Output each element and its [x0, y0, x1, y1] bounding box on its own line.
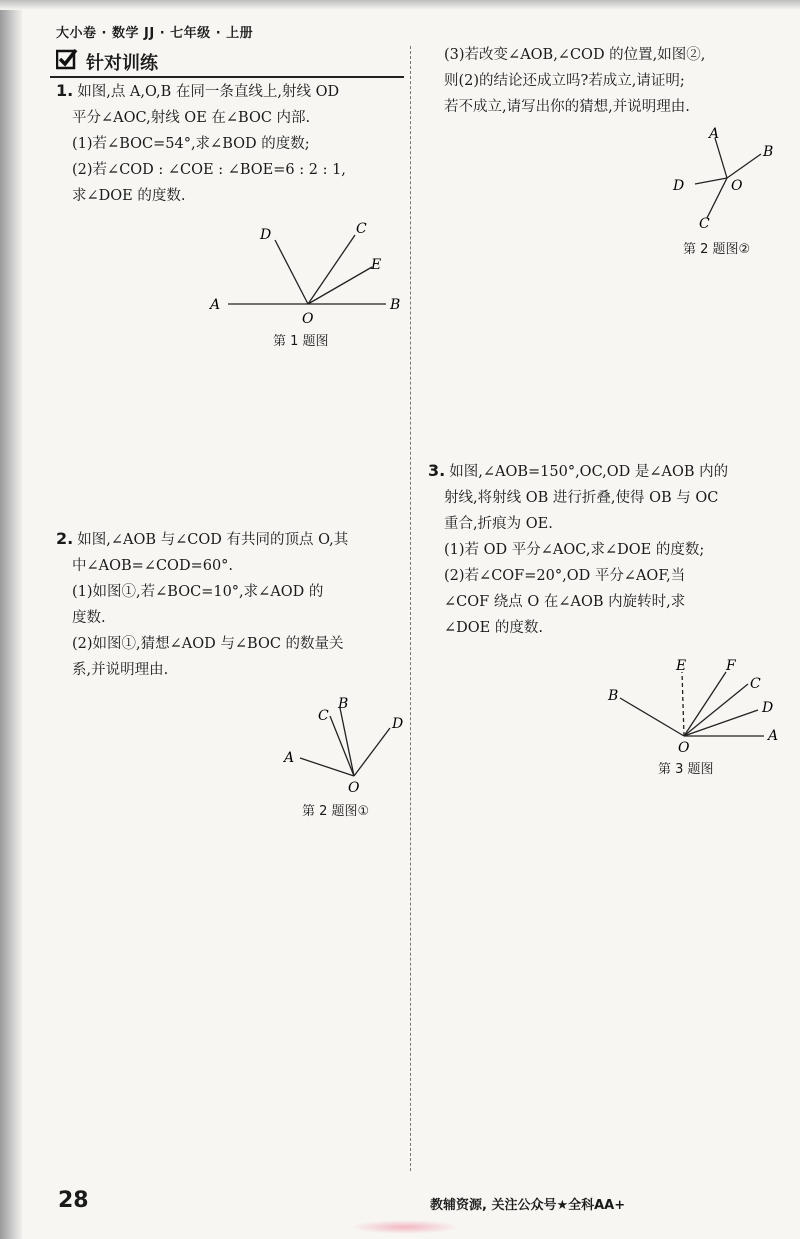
problem-text: (1)如图①,若∠BOC=10°,求∠AOD 的	[72, 584, 324, 600]
ray-OC	[707, 178, 727, 218]
label-O: O	[678, 740, 690, 756]
figure-2-2-caption: 第 2 题图②	[683, 242, 751, 257]
label-E: E	[676, 658, 687, 674]
ray-OD	[354, 728, 390, 776]
pink-smudge	[350, 1220, 460, 1234]
label-B: B	[763, 144, 774, 160]
checkbox-icon	[56, 48, 78, 70]
problem-number: 3.	[428, 461, 446, 480]
ray-OD	[695, 178, 727, 184]
figure-2-1	[280, 690, 410, 800]
label-B: B	[390, 297, 401, 313]
problem-text: 射线,将射线 OB 进行折叠,使得 OB 与 OC	[444, 490, 719, 506]
ray-OC	[684, 684, 748, 736]
label-C: C	[750, 676, 761, 692]
problem-text: (2)若∠COF=20°,OD 平分∠AOF,当	[444, 568, 686, 584]
figure-1-caption: 第 1 题图	[273, 334, 329, 349]
label-A: A	[284, 750, 295, 766]
problem-text: 系,并说明理由.	[72, 662, 169, 678]
ray-OC	[308, 235, 355, 304]
problem-text: (1)若∠BOC=54°,求∠BOD 的度数;	[72, 136, 310, 152]
ray-OF	[684, 672, 726, 736]
problem-text: 如图,∠AOB=150°,OC,OD 是∠AOB 内的	[449, 464, 729, 480]
ray-OE	[308, 267, 372, 304]
label-F: F	[726, 658, 736, 674]
ray-OE	[682, 672, 684, 736]
problem-text: 重合,折痕为 OE.	[444, 516, 553, 532]
problem-2	[56, 526, 406, 683]
ray-OA	[300, 758, 354, 776]
problem-text: ∠DOE 的度数.	[444, 620, 543, 636]
column-divider	[410, 46, 411, 1171]
problem-1	[56, 78, 406, 209]
label-A: A	[709, 126, 720, 142]
label-B: B	[338, 696, 349, 712]
problem-text: 则(2)的结论还成立吗?若成立,请证明;	[444, 73, 685, 89]
label-C: C	[318, 708, 329, 724]
label-O: O	[731, 178, 743, 194]
label-O: O	[302, 311, 314, 327]
problem-text: 如图,点 A,O,B 在同一条直线上,射线 OD	[77, 84, 340, 100]
figure-3	[600, 654, 790, 756]
problem-number: 2.	[56, 529, 74, 548]
ray-OC	[330, 716, 354, 776]
problem-text: (2)若∠COD : ∠COE : ∠BOE=6 : 2 : 1,	[72, 162, 346, 178]
problem-number: 1.	[56, 81, 74, 100]
ray-OD	[684, 710, 758, 736]
ray-OB	[620, 698, 684, 736]
problem-text: 求∠DOE 的度数.	[72, 188, 186, 204]
label-D: D	[673, 178, 685, 194]
label-E: E	[371, 257, 382, 273]
page-number: 28	[58, 1188, 89, 1213]
problem-text: (2)如图①,猜想∠AOD 与∠BOC 的数量关	[72, 636, 344, 652]
problem-text: 如图,∠AOB 与∠COD 有共同的顶点 O,其	[77, 532, 349, 548]
problem-text: ∠COF 绕点 O 在∠AOB 内旋转时,求	[444, 594, 686, 610]
problem-text: 若不成立,请写出你的猜想,并说明理由.	[444, 99, 690, 115]
figure-2-1-caption: 第 2 题图①	[302, 804, 370, 819]
book-header: 大小卷 · 数学 JJ · 七年级 · 上册	[56, 26, 254, 41]
problem-2-continued	[444, 42, 794, 120]
figure-3-caption: 第 3 题图	[658, 762, 714, 777]
problem-text: 平分∠AOC,射线 OE 在∠BOC 内部.	[72, 110, 311, 126]
ray-OB	[340, 708, 354, 776]
ray-OD	[275, 240, 308, 304]
problem-text: 中∠AOB=∠COD=60°.	[72, 558, 234, 574]
figure-2-2	[665, 122, 785, 240]
label-D: D	[260, 227, 272, 243]
label-D: D	[762, 700, 774, 716]
label-O: O	[348, 780, 360, 796]
label-A: A	[768, 728, 779, 744]
problem-text: 度数.	[72, 610, 106, 626]
page-shadow-left	[0, 0, 22, 1239]
figure-1	[200, 215, 410, 330]
label-D: D	[392, 716, 404, 732]
label-B: B	[608, 688, 619, 704]
problem-text: (1)若 OD 平分∠AOC,求∠DOE 的度数;	[444, 542, 705, 558]
section-heading	[50, 46, 404, 78]
section-title: 针对训练	[86, 53, 158, 74]
ray-OA	[715, 138, 727, 178]
page-shadow-top	[0, 0, 800, 10]
label-C: C	[356, 221, 367, 237]
ray-OB	[727, 154, 761, 178]
problem-3	[428, 458, 788, 641]
problem-text: (3)若改变∠AOB,∠COD 的位置,如图②,	[444, 47, 706, 63]
label-C: C	[699, 216, 710, 232]
footer-watermark: 教辅资源, 关注公众号★全科AA+	[430, 1198, 626, 1213]
label-A: A	[210, 297, 221, 313]
